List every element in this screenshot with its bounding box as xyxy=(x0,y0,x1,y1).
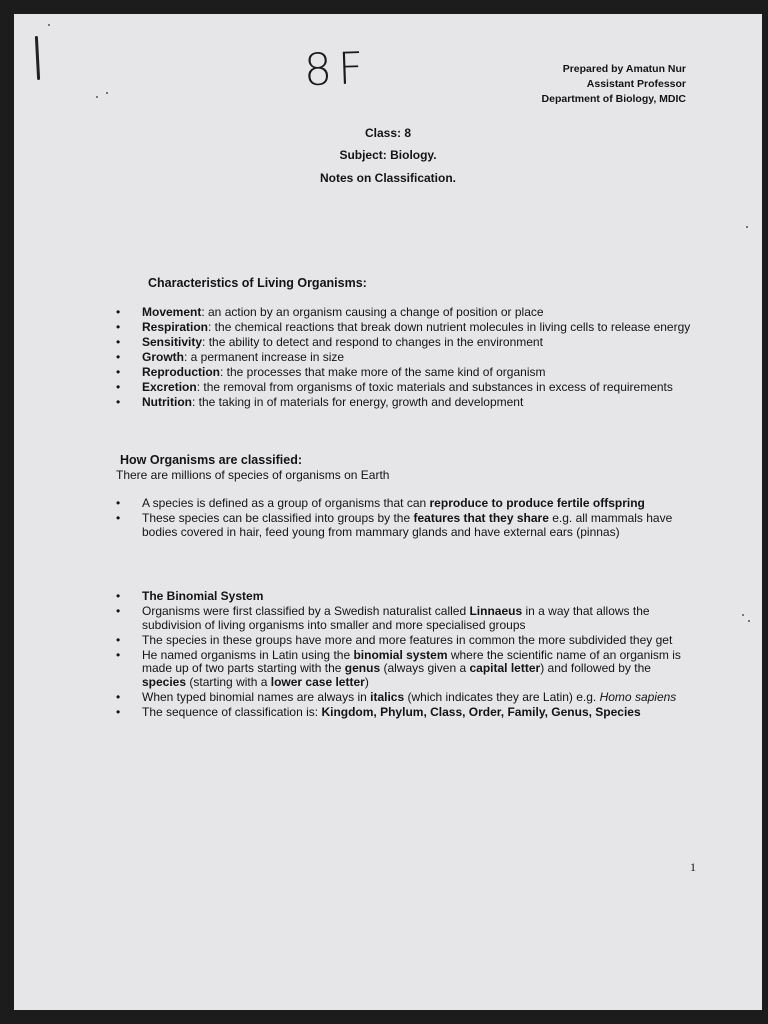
list-item: • When typed binomial names are always in italics (which indicates they are Latin) e.g. Homo sapiens xyxy=(116,691,698,705)
author-department: Department of Biology, MDIC xyxy=(541,93,686,105)
classified-intro: There are millions of species of organisms on Earth xyxy=(116,468,390,482)
classified-heading: How Organisms are classified: xyxy=(120,453,303,467)
list-item: • Organisms were first classified by a Swedish naturalist called Linnaeus in a way that allows the subdivision of living organisms into smaller and more specialised groups xyxy=(116,605,698,632)
list-item: • He named organisms in Latin using the binomial system where the scientific name of an organism is made up of two parts starting with the genus (always given a capital letter) and followed by the species (starting with a lower case letter) xyxy=(116,649,698,690)
pen-stroke-mark xyxy=(35,36,40,80)
list-item xyxy=(116,590,698,604)
page-number: 1 xyxy=(690,860,696,874)
list-item: • Respiration: the chemical reactions that break down nutrient molecules in living cells to release energy xyxy=(116,321,716,335)
list-item: • The sequence of classification is: Kingdom, Phylum, Class, Order, Family, Genus, Species xyxy=(116,706,698,720)
author-name: Prepared by Amatun Nur xyxy=(562,63,686,75)
list-item: • Movement: an action by an organism causing a change of position or place xyxy=(116,306,716,320)
list-item: • Reproduction: the processes that make more of the same kind of organism xyxy=(116,366,716,380)
binomial-list xyxy=(116,590,698,721)
document-page xyxy=(14,14,762,1010)
handwritten-class-label: 8F xyxy=(303,42,371,97)
characteristics-list xyxy=(116,306,716,411)
notes-title: Notes on Classification. xyxy=(319,171,457,185)
author-title: Assistant Professor xyxy=(586,78,686,90)
list-item: • Excretion: the removal from organisms of toxic materials and substances in excess of requirements xyxy=(116,381,716,395)
characteristics-heading: Characteristics of Living Organisms: xyxy=(148,276,367,290)
subject-line: Subject: Biology. xyxy=(339,148,437,162)
list-item: • Growth: a permanent increase in size xyxy=(116,351,716,365)
classified-list xyxy=(116,497,696,541)
list-item: • Sensitivity: the ability to detect and respond to changes in the environment xyxy=(116,336,716,350)
list-item: • A species is defined as a group of organisms that can reproduce to produce fertile offspring xyxy=(116,497,696,511)
list-item: • These species can be classified into groups by the features that they share e.g. all mammals have bodies covered in hair, feed young from mammary glands and have external ears (pinnas) xyxy=(116,512,696,539)
class-line: Class: 8 xyxy=(364,126,412,140)
list-item: • The species in these groups have more and more features in common the more subdivided they get xyxy=(116,634,698,648)
author-block xyxy=(542,62,686,107)
list-item: • Nutrition: the taking in of materials for energy, growth and development xyxy=(116,396,716,410)
binomial-heading: The Binomial System xyxy=(142,589,264,603)
